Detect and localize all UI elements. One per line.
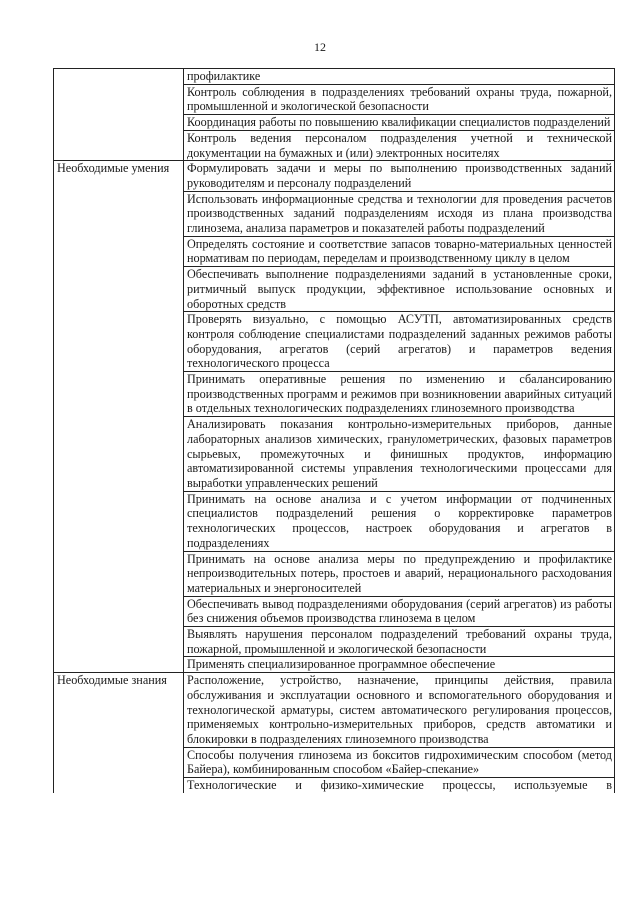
- table-cell: Использовать информационные средства и технологии для проведения расчетов производственных заданий подразделениям исходя из плана производства глинозема, анализа параметров и показателей работы подразделений: [184, 191, 615, 236]
- table-cell: Принимать на основе анализа меры по предупреждению и профилактике непроизводительных потерь, простоев и аварий, нерационального расходования материальных и энергоносителей: [184, 551, 615, 596]
- section-label-skills: Необходимые умения: [54, 161, 184, 673]
- section-label-knowledge: Необходимые знания: [54, 673, 184, 793]
- table-cell: Определять состояние и соответствие запасов товарно-материальных ценностей нормативам по периодам, переделам и производственному циклу в целом: [184, 236, 615, 266]
- table-cell: Расположение, устройство, назначение, принципы действия, правила обслуживания и эксплуатации основного и вспомогательного оборудования и технологической арматуры, систем автоматического регулирования процессов, применяемых контрольно-измерительных приборов, средств автоматики и блокировки в подразделениях глиноземного производства: [184, 673, 615, 748]
- page-number: 12: [314, 40, 326, 54]
- table-cell: Выявлять нарушения персоналом подразделений требований охраны труда, пожарной, промышленной и экологической безопасности: [184, 627, 615, 657]
- table-cell: Контроль соблюдения в подразделениях требований охраны труда, пожарной, промышленной и экологической безопасности: [184, 84, 615, 114]
- table-cell: Анализировать показания контрольно-измерительных приборов, данные лабораторных анализов химических, гранулометрических, фазовых параметров сырьевых, промежуточных и финишных продуктов, информацию автоматизированной системы управления технологическими процессами для выработки управленческих решений: [184, 417, 615, 492]
- table-cell: Обеспечивать выполнение подразделениями заданий в установленные сроки, ритмичный выпуск продукции, эффективное использование основных и оборотных средств: [184, 267, 615, 312]
- table-cell: Принимать на основе анализа и с учетом информации от подчиненных специалистов подразделений решения о корректировке параметров технологических процессов, настроек оборудования и агрегатов в подразделениях: [184, 491, 615, 551]
- table-cell: Координация работы по повышению квалификации специалистов подразделений: [184, 115, 615, 131]
- competency-table: [53, 68, 615, 793]
- table-cell: Контроль ведения персоналом подразделения учетной и технической документации на бумажных и (или) электронных носителях: [184, 130, 615, 160]
- table-cell: Формулировать задачи и меры по выполнению производственных заданий руководителям и персоналу подразделений: [184, 161, 615, 191]
- table-cell: Применять специализированное программное обеспечение: [184, 657, 615, 673]
- table-row: [54, 161, 615, 191]
- table-cell: профилактике: [184, 69, 615, 85]
- table-cell: Проверять визуально, с помощью АСУТП, автоматизированных средств контроля соблюдение специалистами подразделений заданных режимов работы оборудования, агрегатов (серий агрегатов) и параметров ведения технологического процесса: [184, 312, 615, 372]
- table-row: [54, 673, 615, 748]
- table-cell: Принимать оперативные решения по изменению и сбалансированию производственных программ и режимов при возникновении аварийных ситуаций в отдельных технологических подразделениях глиноземного производства: [184, 372, 615, 417]
- section-label: [54, 69, 184, 161]
- table-cell: Способы получения глинозема из бокситов гидрохимическим способом (метод Байера), комбинированным способом «Байер-спекание»: [184, 747, 615, 777]
- table-row: [54, 69, 615, 85]
- table-cell: Обеспечивать вывод подразделениями оборудования (серий агрегатов) из работы без снижения объемов производства глинозема в целом: [184, 596, 615, 626]
- table-cell: Технологические и физико-химические процессы, используемые в: [184, 778, 615, 793]
